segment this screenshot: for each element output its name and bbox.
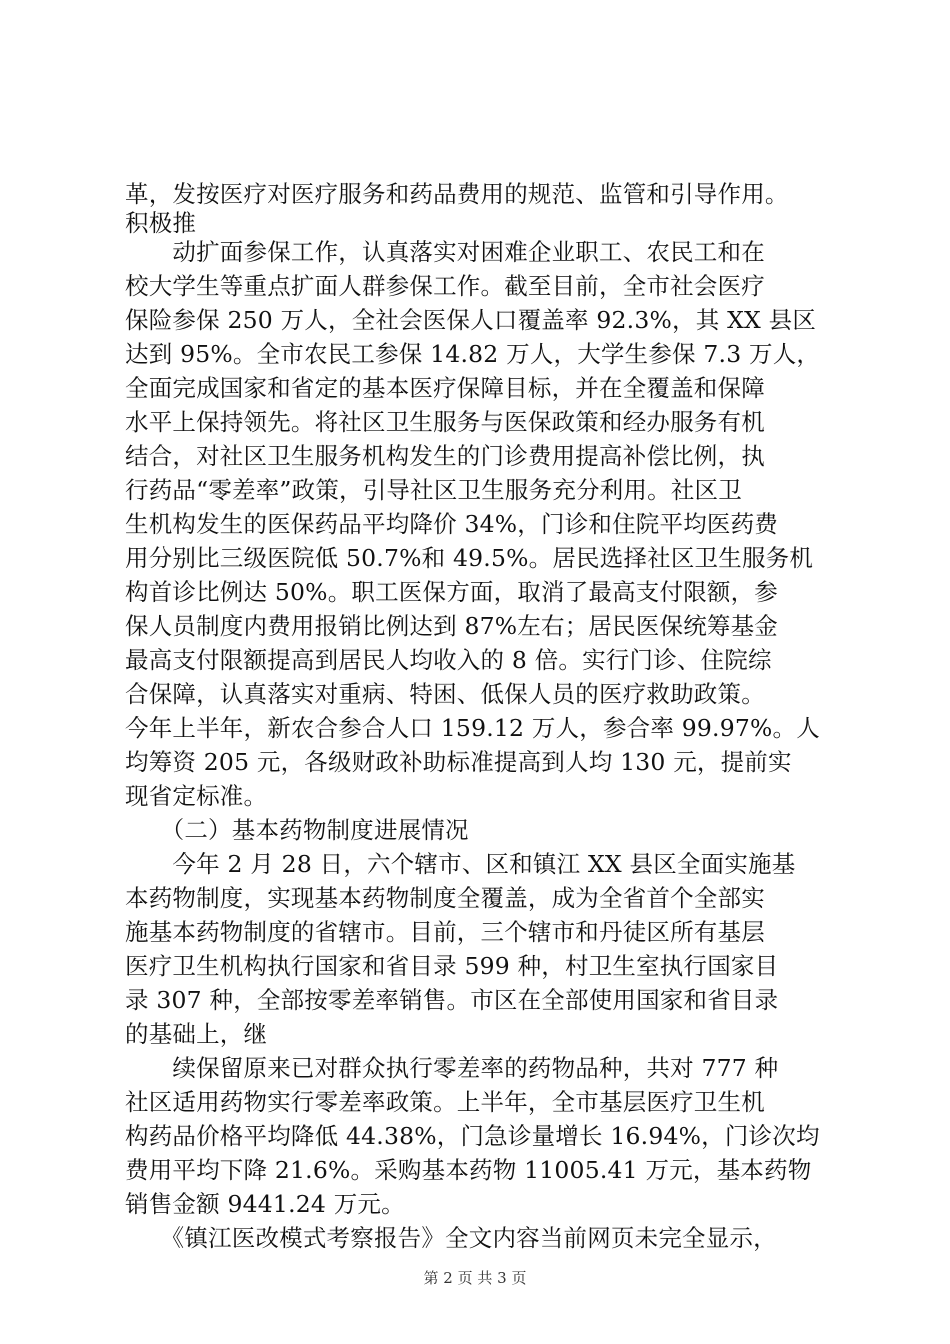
- text-line: 积极推: [125, 209, 197, 237]
- text-line: 本药物制度，实现基本药物制度全覆盖，成为全省首个全部实: [125, 884, 765, 912]
- text-line: 保险参保 250 万人，全社会医保人口覆盖率 92.3%，其 XX 县区: [125, 306, 817, 334]
- text-line: 革，发按医疗对医疗服务和药品费用的规范、监管和引导作用。: [125, 180, 789, 208]
- text-line: 全面完成国家和省定的基本医疗保障目标，并在全覆盖和保障: [125, 374, 765, 402]
- text-line: 用分别比三级医院低 50.7%和 49.5%。居民选择社区卫生服务机: [125, 544, 814, 572]
- text-line: 续保留原来已对群众执行零差率的药物品种，共对 777 种: [125, 1054, 779, 1082]
- text-line: 的基础上，继: [125, 1020, 268, 1048]
- text-line: 构首诊比例达 50%。职工医保方面，取消了最高支付限额，参: [125, 578, 779, 606]
- text-line: 费用平均下降 21.6%。采购基本药物 11005.41 万元，基本药物: [125, 1156, 812, 1184]
- text-line: 《镇江医改模式考察报告》全文内容当前网页未完全显示，: [125, 1224, 777, 1252]
- text-line: 医疗卫生机构执行国家和省目录 599 种，村卫生室执行国家目: [125, 952, 779, 980]
- text-line: 录 307 种，全部按零差率销售。市区在全部使用国家和省目录: [125, 986, 779, 1014]
- text-line: 校大学生等重点扩面人群参保工作。截至目前，全市社会医疗: [125, 272, 765, 300]
- text-line: 销售金额 9441.24 万元。: [125, 1190, 405, 1218]
- text-line: 保人员制度内费用报销比例达到 87%左右；居民医保统筹基金: [125, 612, 779, 640]
- text-line: 最高支付限额提高到居民人均收入的 8 倍。实行门诊、住院综: [125, 646, 772, 674]
- text-line: 结合，对社区卫生服务机构发生的门诊费用提高补偿比例，执: [125, 442, 765, 470]
- text-line: 构药品价格平均降低 44.38%，门急诊量增长 16.94%，门诊次均: [125, 1122, 820, 1150]
- text-line: 今年 2 月 28 日，六个辖市、区和镇江 XX 县区全面实施基: [125, 850, 796, 878]
- text-line: 今年上半年，新农合参合人口 159.12 万人，参合率 99.97%。人: [125, 714, 820, 742]
- page-footer: 第 2 页 共 3 页: [423, 1269, 527, 1287]
- text-line: 达到 95%。全市农民工参保 14.82 万人，大学生参保 7.3 万人，: [125, 340, 821, 368]
- text-line: 行药品“零差率”政策，引导社区卫生服务充分利用。社区卫: [125, 476, 742, 504]
- text-line: 合保障，认真落实对重病、特困、低保人员的医疗救助政策。: [125, 680, 765, 708]
- text-line: 现省定标准。: [125, 782, 268, 810]
- text-line: 施基本药物制度的省辖市。目前，三个辖市和丹徒区所有基层: [125, 918, 765, 946]
- text-line: 均筹资 205 元，各级财政补助标准提高到人均 130 元，提前实: [125, 748, 792, 776]
- text-line: 社区适用药物实行零差率政策。上半年，全市基层医疗卫生机: [125, 1088, 765, 1116]
- text-line: 动扩面参保工作，认真落实对困难企业职工、农民工和在: [125, 238, 765, 266]
- text-line: 水平上保持领先。将社区卫生服务与医保政策和经办服务有机: [125, 408, 765, 436]
- section-heading: （二）基本药物制度进展情况: [125, 816, 469, 844]
- text-line: 生机构发生的医保药品平均降价 34%，门诊和住院平均医药费: [125, 510, 779, 538]
